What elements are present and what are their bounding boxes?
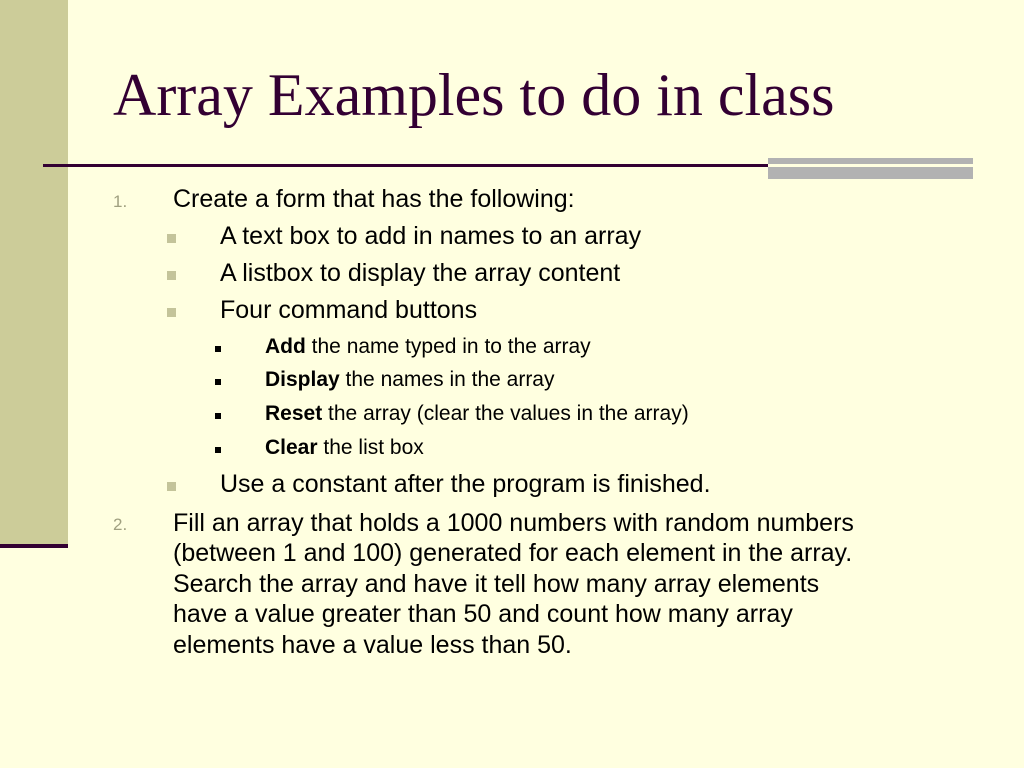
button-desc: the names in the array <box>345 368 555 391</box>
paragraph-line: Search the array and have it tell how many array elements <box>173 570 820 598</box>
button-name: Clear <box>265 436 318 459</box>
list-item: Create a form that has the following: <box>173 185 575 213</box>
sub-list-item: Use a constant after the program is finished. <box>220 470 711 498</box>
item-number: 1. <box>113 192 128 211</box>
small-square-bullet-icon <box>215 346 221 352</box>
button-description <box>265 436 424 460</box>
button-desc: the name typed in to the array <box>311 335 591 358</box>
square-bullet-icon <box>167 234 176 243</box>
small-square-bullet-icon <box>215 447 221 453</box>
button-description <box>265 335 591 359</box>
square-bullet-icon <box>167 482 176 491</box>
paragraph-line: (between 1 and 100) generated for each element in the array. <box>173 539 853 567</box>
sub-list-item: Four command buttons <box>220 296 478 324</box>
paragraph-line: elements have a value less than 50. <box>173 631 572 659</box>
paragraph-line: Fill an array that holds a 1000 numbers with random numbers <box>173 509 854 537</box>
square-bullet-icon <box>167 308 176 317</box>
small-square-bullet-icon <box>215 379 221 385</box>
button-name: Add <box>265 335 306 358</box>
button-name: Reset <box>265 402 323 425</box>
button-description <box>265 368 555 392</box>
paragraph-line: have a value greater than 50 and count how many array <box>173 600 793 628</box>
button-desc: the array (clear the values in the array) <box>328 402 689 425</box>
square-bullet-icon <box>167 271 176 280</box>
small-square-bullet-icon <box>215 413 221 419</box>
button-description <box>265 402 689 426</box>
item-number: 2. <box>113 515 128 534</box>
sub-list-item: A text box to add in names to an array <box>220 222 642 250</box>
slide-title: Array Examples to do in class <box>113 62 835 128</box>
button-desc: the list box <box>323 436 424 459</box>
sub-list-item: A listbox to display the array content <box>220 259 621 287</box>
button-name: Display <box>265 368 340 391</box>
